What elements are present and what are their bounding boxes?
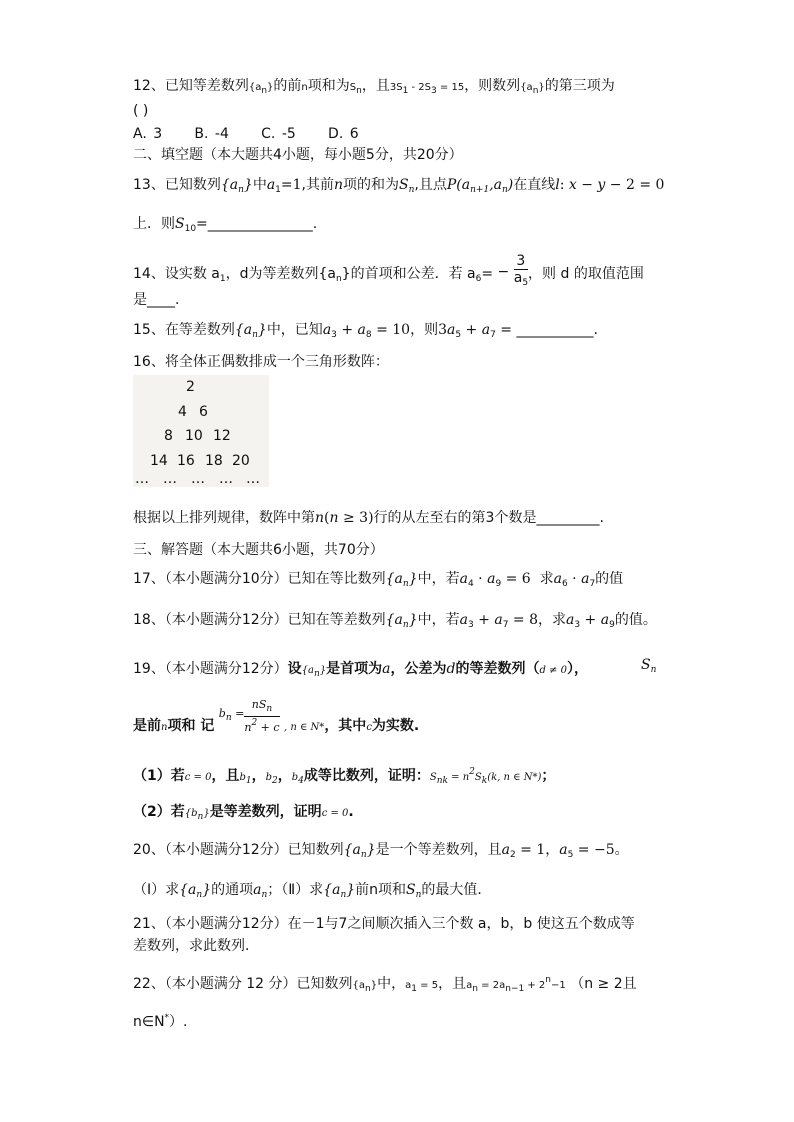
q19-part1: （1）若c = 0，且b1，b2，b4成等比数列，证明：Snk = n2Sk(k, n ∈ N*)； <box>133 767 556 786</box>
q13-line2: 上．则$S_{10}=\_\_\_\_\_\_\_\_\_\_\_\_\_\_\_$. <box>133 216 318 234</box>
q19-part2: （2）若{bn}是等差数列，证明c = 0. <box>133 804 354 822</box>
q15-line: 15、在等差数列$\{a_n\}$中，已知$a_3 + a_8 = 10$，则$3a_5 + a_7$ = ___________. <box>133 322 598 340</box>
tri-cell: … <box>219 471 233 487</box>
q12-paren: ( ) <box>133 103 149 119</box>
q19-sn: $S_n$ <box>641 657 657 675</box>
tri-cell: … <box>191 471 205 487</box>
tri-cell: 8 <box>164 428 173 444</box>
q17-line: 17、（本小题满分10分）已知在等比数列$\{a_n\}$中，若$a_4 \cdot a_9 = 6$ 求$a_6 \cdot a_7$的值 <box>133 571 624 589</box>
q12-line1: 12、已知等差数列{an}的前n项和为Sn，且3S1 - 2S3 = 15，则数列{an}的第三项为 <box>133 78 615 96</box>
tri-cell: … <box>135 471 149 487</box>
q16-intro: 16、将全体正偶数排成一个三角形数阵： <box>133 354 389 370</box>
tri-cell: 4 <box>178 404 187 420</box>
q18-line: 18、（本小题满分12分）已知在等差数列$\{a_n\}$中，若$a_3 + a_7 = 8$，求$a_3 + a_9$的值。 <box>133 612 657 630</box>
q16-question: 根据以上排列规律，数阵中第n(n ≥ 3)行的从左至右的第3个数是_________. <box>133 510 604 526</box>
q19-line1: 19、（本小题满分12分）设{an}是首项为a，公差为d的等差数列（d ≠ 0）， <box>133 661 588 679</box>
tri-cell: 12 <box>213 428 231 444</box>
tri-cell: … <box>246 471 260 487</box>
section-3-heading: 三、解答题（本大题共6小题，共70分） <box>133 542 384 558</box>
tri-cell: … <box>163 471 177 487</box>
tri-cell: 16 <box>177 453 195 469</box>
q12-options <box>133 124 359 144</box>
q12-option-d: D. 6 <box>328 126 359 142</box>
tri-cell: 6 <box>199 404 208 420</box>
q19-line2: 是前n项和 记 $b_n$ = $nS_n$ $n^2 + c$ , n ∈ N*，其中c为实数. <box>133 698 420 734</box>
q14-line1: 14、设实数 $a_1$，d为等差数列$\{a_n\}$的首项和公差．若 $a_6=$ − $\frac{3}{a_5}$ ，则 d 的取值范围 <box>133 255 644 293</box>
q12-option-c: C. -5 <box>261 126 296 142</box>
tri-cell: 18 <box>205 453 223 469</box>
q20-line1: 20、（本小题满分12分）已知数列$\{a_n\}$是一个等差数列，且$a_2 = 1$，$a_5 = -5$。 <box>133 842 629 860</box>
q12-option-a: A. 3 <box>133 126 163 142</box>
q22-line1: 22、（本小题满分 12 分）已知数列{an}中，a1 = 5，且an = 2an−1 + 2n−1 （n ≥ 2且 <box>133 975 637 994</box>
q21-line2: 差数列，求此数列． <box>133 938 259 954</box>
tri-cell: 14 <box>150 453 168 469</box>
tri-cell: 20 <box>232 453 250 469</box>
q21-line1: 21、（本小题满分12分）在－1与7之间顺次插入三个数 a，b，b 使这五个数成等 <box>133 916 635 932</box>
tri-cell: 2 <box>186 379 195 395</box>
q20-line2: （Ⅰ）求$\{a_n\}$的通项$a_n$；（Ⅱ）求$\{a_n\}$前n项和$S_n$的最大值． <box>133 882 492 900</box>
triangle-number-array <box>133 375 269 487</box>
q12-option-b: B. -4 <box>194 126 229 142</box>
q19-bn-fraction: $nS_n$ $n^2 + c$ <box>244 698 280 734</box>
q22-line2: n∈N*）. <box>133 1013 188 1030</box>
q13-line1: 13、已知数列$\{a_n\}$中$a_1=1$,其前n项的和为$S_n$,且点$P(a_{n+1},a_n)$在直线l: x − y − 2 = 0 <box>133 177 665 195</box>
section-2-heading: 二、填空题（本大题共4小题，每小题5分，共20分） <box>133 147 463 163</box>
tri-cell: 10 <box>185 428 203 444</box>
q14-line2: 是____. <box>133 292 180 308</box>
q14-fraction: − $\frac{3}{a_5}$ <box>497 253 529 288</box>
